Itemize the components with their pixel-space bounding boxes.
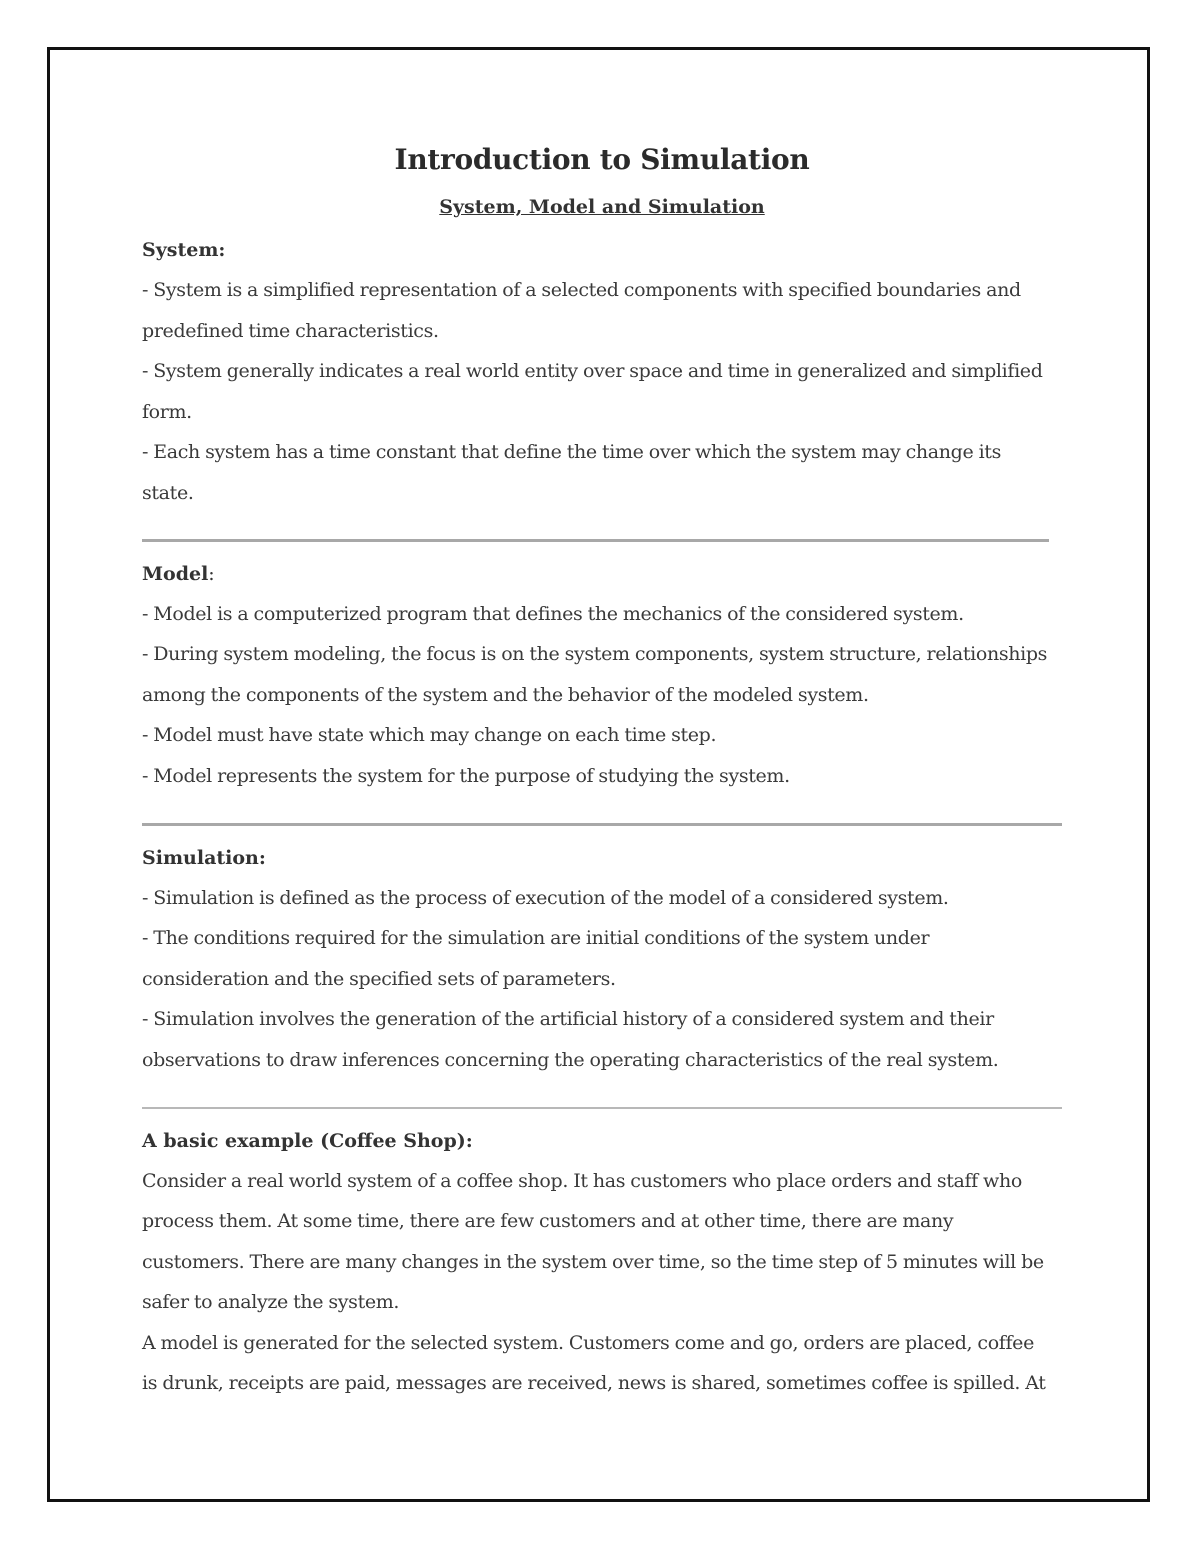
paragraph-line: - Simulation is defined as the process of execution of the model of a considered system. (142, 886, 949, 909)
section-system (142, 230, 1062, 514)
paragraph-line: - System generally indicates a real world entity over space and time in generalized and simplified (142, 360, 1043, 383)
paragraph-line: customers. There are many changes in the system over time, so the time step of 5 minutes will be (142, 1250, 1044, 1273)
paragraph-line: safer to analyze the system. (142, 1291, 400, 1314)
paragraph-line: - During system modeling, the focus is on the system components, system structure, relationships (142, 643, 1048, 666)
paragraph-line: - Each system has a time constant that define the time over which the system may change its (142, 441, 1001, 464)
page-title: Introduction to Simulation (394, 143, 810, 176)
document-body (142, 140, 1062, 1404)
paragraph-line: A model is generated for the selected system. Customers come and go, orders are placed, coffee (142, 1331, 1034, 1354)
paragraph-line: process them. At some time, there are few customers and at other time, there are many (142, 1210, 954, 1233)
section-heading-model-colon: : (208, 562, 215, 585)
paragraph-line: form. (142, 400, 192, 423)
section-heading-system: System: (142, 239, 226, 261)
paragraph-line: Consider a real world system of a coffee shop. It has customers who place orders and staff who (142, 1169, 1022, 1192)
section-divider (142, 823, 1062, 826)
section-heading-example: A basic example (Coffee Shop): (142, 1129, 473, 1152)
paragraph-line: - The conditions required for the simulation are initial conditions of the system under (142, 927, 930, 950)
paragraph-line: is drunk, receipts are paid, messages are received, news is shared, sometimes coffee is spilled. At (142, 1372, 1046, 1395)
paragraph-line: - Simulation involves the generation of the artificial history of a considered system and their (142, 1008, 994, 1031)
section-heading-simulation: Simulation: (142, 846, 266, 869)
section-simulation (142, 838, 1062, 1081)
paragraph-line: - Model is a computerized program that defines the mechanics of the considered system. (142, 602, 964, 625)
paragraph-line: among the components of the system and the behavior of the modeled system. (142, 683, 869, 706)
section-heading-model-text: Model (142, 562, 209, 585)
paragraph-line: predefined time characteristics. (142, 319, 439, 342)
paragraph-line: observations to draw inferences concerning the operating characteristics of the real system. (142, 1048, 999, 1071)
paragraph-line: - Model represents the system for the purpose of studying the system. (142, 764, 790, 787)
page-subtitle: System, Model and Simulation (439, 196, 765, 218)
paragraph-line: - System is a simplified representation of a selected components with specified boundaries and (142, 279, 1021, 301)
section-divider (142, 539, 1049, 542)
section-model (142, 554, 1062, 797)
section-example (142, 1121, 1062, 1405)
section-divider (142, 1107, 1062, 1109)
section-heading-model (142, 554, 1062, 594)
paragraph-line: consideration and the specified sets of parameters. (142, 967, 616, 990)
paragraph-line: - Model must have state which may change on each time step. (142, 724, 717, 747)
paragraph-line: state. (142, 481, 194, 504)
